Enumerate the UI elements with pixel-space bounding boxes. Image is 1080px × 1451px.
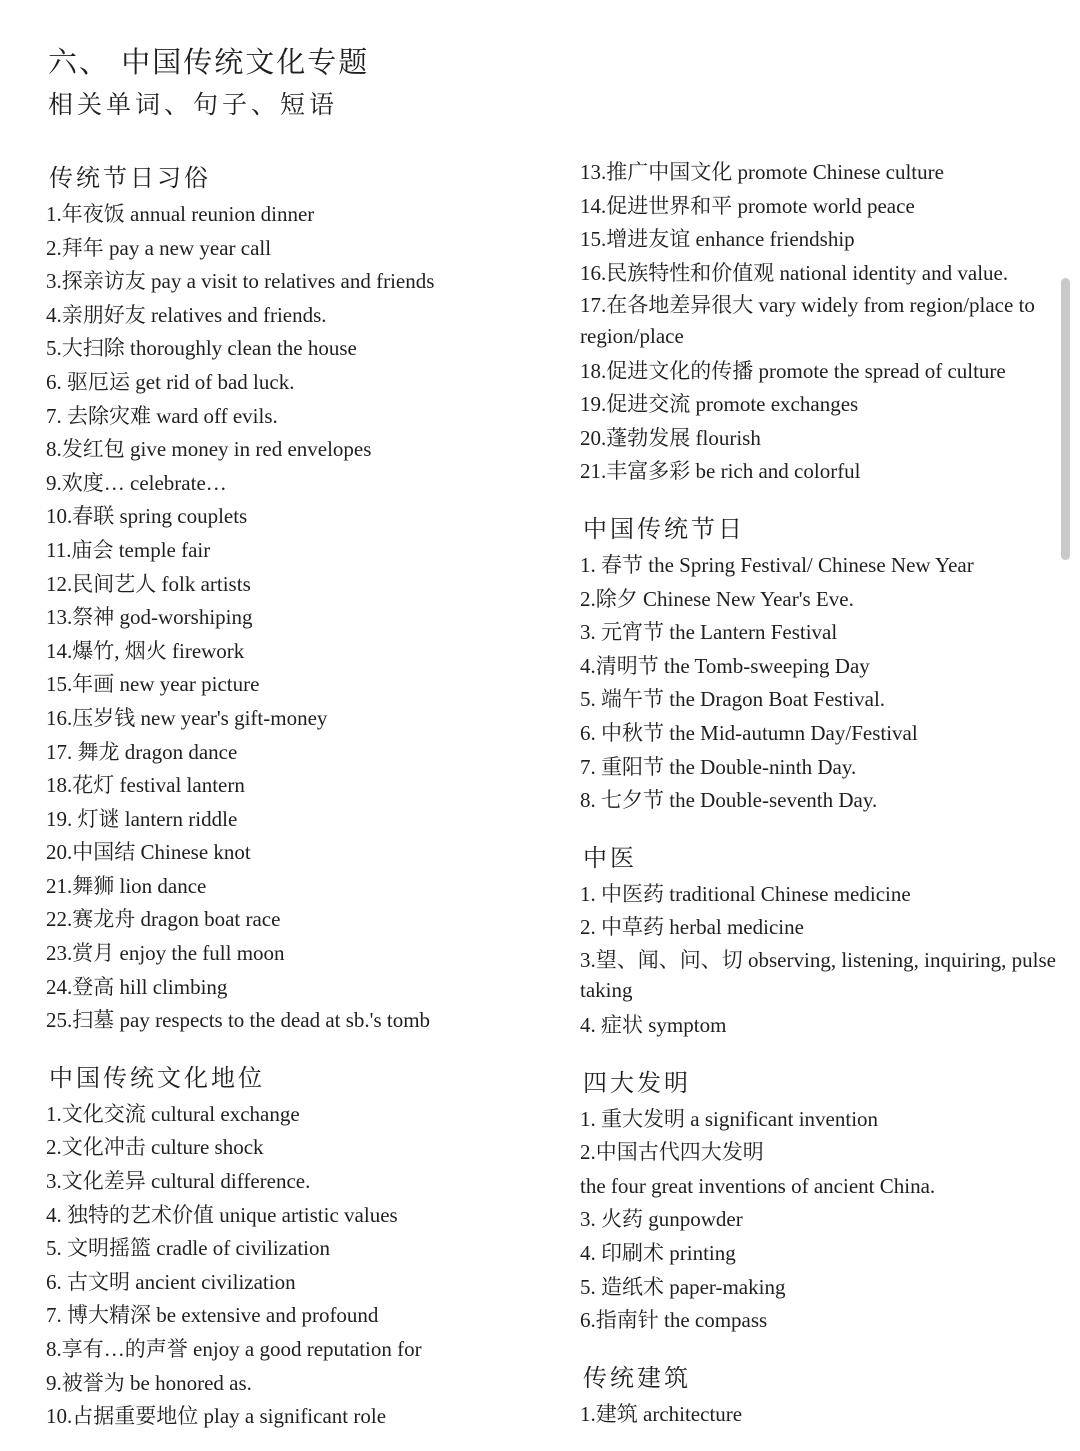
- list-item: 8. 七夕节 the Double-seventh Day.: [580, 788, 878, 813]
- list-item: 1. 春节 the Spring Festival/ Chinese New Year: [580, 552, 974, 577]
- list-item: 22.赛龙舟 dragon boat race: [46, 907, 281, 932]
- list-item: 15.年画 new year picture: [46, 672, 260, 697]
- section-title: 中医: [583, 843, 637, 872]
- list-item: 18.促进文化的传播 promote the spread of culture: [580, 358, 1006, 383]
- list-item: 19.促进交流 promote exchanges: [580, 392, 859, 417]
- scrollbar-thumb[interactable]: [1061, 278, 1070, 560]
- list-item: 6.指南针 the compass: [580, 1308, 768, 1333]
- list-item: 1. 中医药 traditional Chinese medicine: [580, 881, 911, 906]
- section-title: 传统建筑: [583, 1363, 691, 1392]
- list-item: 2.文化冲击 culture shock: [46, 1135, 264, 1160]
- list-item: 25.扫墓 pay respects to the dead at sb.'s tomb: [46, 1008, 431, 1033]
- list-item: 8.享有…的声誉 enjoy a good reputation for: [46, 1337, 422, 1361]
- list-item: 2.拜年 pay a new year call: [46, 235, 272, 260]
- list-item: 9.欢度… celebrate…: [46, 470, 227, 495]
- list-item: 8.发红包 give money in red envelopes: [46, 437, 372, 462]
- list-item: 10.春联 spring couplets: [46, 504, 248, 529]
- list-item: 3.望、闻、问、切 observing, listening, inquiring, pulse taking: [580, 947, 1056, 1003]
- list-item: 4. 症状 symptom: [580, 1013, 727, 1038]
- list-item: 15.增进友谊 enhance friendship: [580, 227, 855, 252]
- list-item: 14.爆竹, 烟火 firework: [46, 638, 245, 663]
- list-item: 12.民间艺人 folk artists: [46, 571, 251, 596]
- list-item: 2. 中草药 herbal medicine: [580, 915, 804, 940]
- list-item: 3. 火药 gunpowder: [580, 1207, 743, 1232]
- list-item: 6. 中秋节 the Mid-autumn Day/Festival: [580, 720, 918, 745]
- list-item: 5. 造纸术 paper-making: [580, 1274, 786, 1299]
- list-item: 23.赏月 enjoy the full moon: [46, 941, 285, 966]
- list-item: 14.促进世界和平 promote world peace: [580, 193, 915, 218]
- list-item: 19. 灯谜 lantern riddle: [46, 806, 238, 831]
- section-four-inventions: [580, 1063, 1058, 1338]
- list-item: 24.登高 hill climbing: [46, 974, 228, 999]
- section-cultural-status: [46, 1058, 546, 1434]
- list-item: 13.推广中国文化 promote Chinese culture: [580, 160, 944, 184]
- list-item: 11.庙会 temple fair: [46, 537, 211, 562]
- list-item: 7. 重阳节 the Double-ninth Day.: [580, 754, 857, 779]
- list-item: 6. 古文明 ancient civilization: [46, 1269, 296, 1294]
- list-item: 20.蓬勃发展 flourish: [580, 425, 761, 450]
- list-item: 4. 印刷术 printing: [580, 1241, 736, 1266]
- list-item: 9.被誉为 be honored as.: [46, 1370, 252, 1395]
- list-item: 6. 驱厄运 get rid of bad luck.: [46, 369, 295, 394]
- list-item: 1. 重大发明 a significant invention: [580, 1106, 879, 1131]
- section-title: 中国传统文化地位: [49, 1063, 265, 1092]
- list-item: 5. 文明摇篮 cradle of civilization: [46, 1236, 331, 1261]
- list-item: 4.亲朋好友 relatives and friends.: [46, 302, 327, 327]
- list-item: 7. 去除灾难 ward off evils.: [46, 403, 278, 428]
- left-column: [46, 158, 546, 1434]
- section-cultural-status-continued: [580, 156, 1058, 489]
- page-title: 六、 中国传统文化专题: [48, 45, 370, 79]
- list-item: the four great inventions of ancient China.: [580, 1173, 936, 1198]
- list-item: 5. 端午节 the Dragon Boat Festival.: [580, 687, 886, 712]
- list-item: 2.除夕 Chinese New Year's Eve.: [580, 586, 854, 611]
- list-item: 4. 独特的艺术价值 unique artistic values: [46, 1202, 398, 1227]
- list-item: 18.花灯 festival lantern: [46, 773, 245, 798]
- list-item: 17. 舞龙 dragon dance: [46, 739, 238, 764]
- list-item: 3. 元宵节 the Lantern Festival: [580, 620, 838, 645]
- section-chinese-medicine: [580, 838, 1058, 1043]
- section-traditional-festivals: [580, 509, 1058, 818]
- section-title: 四大发明: [583, 1068, 691, 1097]
- list-item: 21.舞狮 lion dance: [46, 873, 207, 898]
- list-item: 7. 博大精深 be extensive and profound: [46, 1303, 379, 1328]
- page-subtitle: 相关单词、句子、短语: [48, 90, 339, 119]
- list-item: 4.清明节 the Tomb-sweeping Day: [580, 653, 870, 678]
- section-traditional-architecture: [580, 1358, 1058, 1432]
- list-item: 10.占据重要地位 play a significant role: [46, 1404, 387, 1429]
- right-column: [580, 156, 1058, 1431]
- list-item: 20.中国结 Chinese knot: [46, 840, 251, 865]
- list-item: 13.祭神 god-worshiping: [46, 605, 253, 630]
- list-item: 21.丰富多彩 be rich and colorful: [580, 459, 861, 484]
- list-item: 1.文化交流 cultural exchange: [46, 1101, 300, 1126]
- list-item: 5.大扫除 thoroughly clean the house: [46, 336, 357, 361]
- list-item: 17.在各地差异很大 vary widely from region/place to region/place: [580, 293, 1035, 348]
- list-item: 3.探亲访友 pay a visit to relatives and friends: [46, 269, 435, 294]
- section-title: 传统节日习俗: [49, 164, 211, 192]
- list-item: 16.民族特性和价值观 national identity and value.: [580, 260, 1009, 285]
- section-title: 中国传统节日: [583, 514, 745, 543]
- section-festival-customs: [46, 158, 546, 1038]
- list-item: 2.中国古代四大发明: [580, 1140, 764, 1165]
- list-item: 1.建筑 architecture: [580, 1401, 743, 1426]
- list-item: 1.年夜饭 annual reunion dinner: [46, 202, 315, 226]
- list-item: 3.文化差异 cultural difference.: [46, 1169, 311, 1194]
- list-item: 16.压岁钱 new year's gift-money: [46, 705, 328, 730]
